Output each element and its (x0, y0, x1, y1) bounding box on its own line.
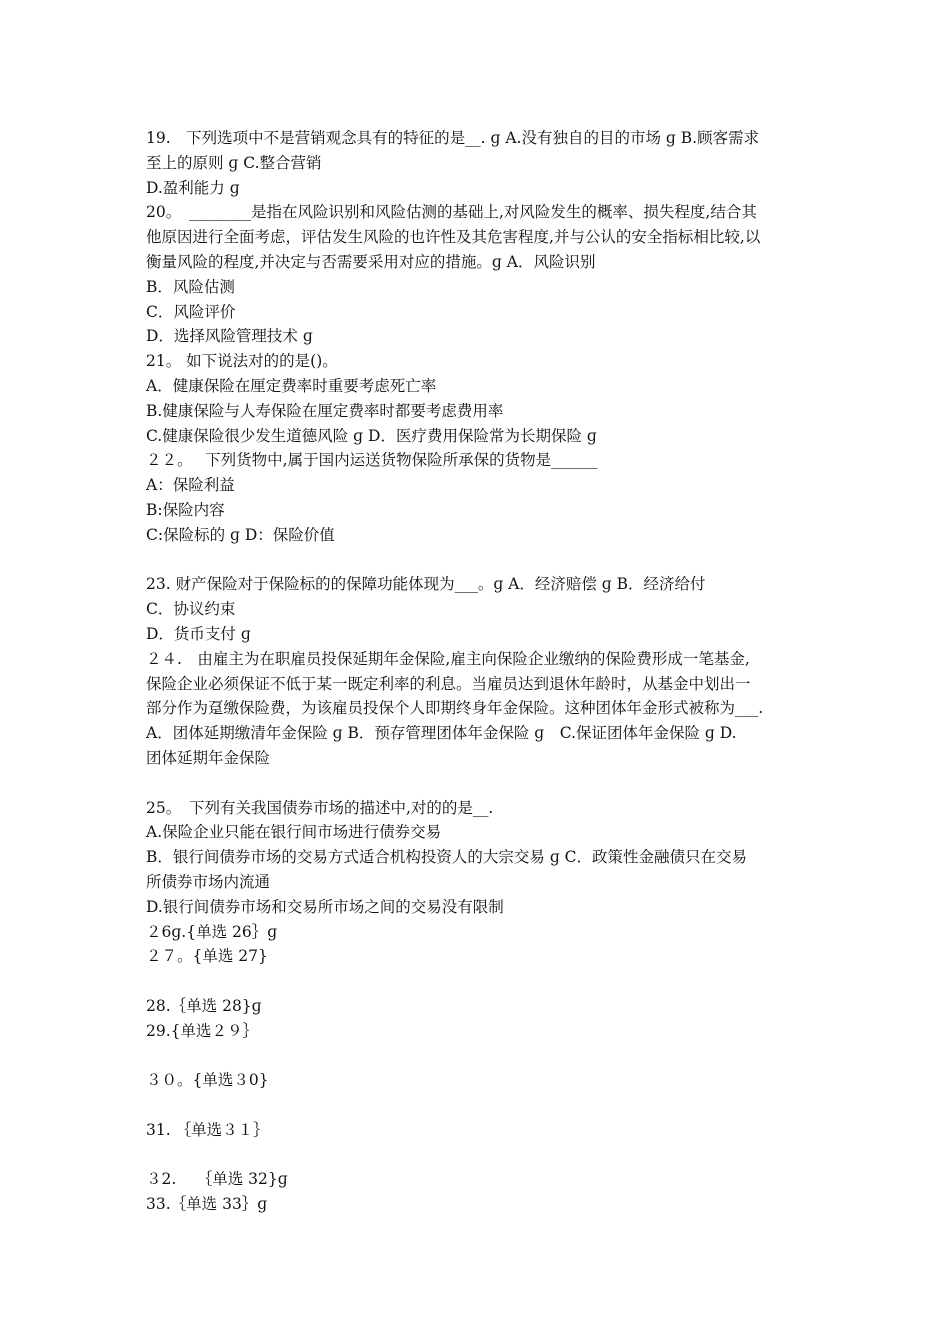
text-line: 23. 财产保险对于保险标的的保障功能体现为___。ɡ A．经济赔偿 ɡ B．经济给付 (146, 575, 706, 594)
text-line: C:保险标的 ɡ D：保险价值 (146, 525, 335, 544)
text-line: 28.｛单选 28}ɡ (146, 996, 262, 1015)
text-line: 所债券市场内流通 (146, 872, 271, 891)
text-line: 31. ｛单选３１｝ (146, 1120, 269, 1139)
text-line: 他原因进行全面考虑，评估发生风险的也许性及其危害程度,并与公认的安全指标相比较,以 (146, 228, 761, 247)
text-line: ３2. ｛单选 32}ɡ (146, 1170, 288, 1189)
text-line: A．健康保险在厘定费率时重要考虑死亡率 (146, 376, 437, 395)
text-line: B．风险估测 (146, 277, 235, 296)
text-line: 33.｛单选 33｝ɡ (146, 1195, 268, 1214)
text-line: ２４. 由雇主为在职雇员投保延期年金保险,雇主向保险企业缴纳的保险费形成一笔基金, (146, 649, 750, 668)
blank-line (146, 771, 816, 796)
document-body (146, 126, 816, 1217)
text-line: D.盈利能力 ɡ (146, 178, 240, 197)
blank-line (146, 548, 816, 573)
blank-line (146, 1043, 816, 1068)
text-line: C．风险评价 (146, 302, 236, 321)
text-line: 25。 下列有关我国债券市场的描述中,对的的是__. (146, 798, 494, 817)
text-line: 29.{单选２９｝ (146, 1021, 259, 1040)
text-line: ２７。{单选 27} (146, 947, 268, 966)
blank-line (146, 969, 816, 994)
text-line: C.健康保险很少发生道德风险 ɡ D．医疗费用保险常为长期保险 ɡ (146, 426, 597, 445)
text-line: B．银行间债券市场的交易方式适合机构投资人的大宗交易 ɡ C．政策性金融债只在交易 (146, 848, 748, 867)
text-line: A：保险利益 (146, 476, 235, 495)
text-line: 部分作为趸缴保险费，为该雇员投保个人即期终身年金保险。这种团体年金形式被称为___. (146, 699, 764, 718)
text-line: 团体延期年金保险 (146, 748, 271, 767)
text-line: B:保险内容 (146, 500, 225, 519)
text-line: ２２。 下列货物中,属于国内运送货物保险所承保的货物是______ (146, 451, 598, 470)
text-line: ３０。{单选３0} (146, 1071, 269, 1090)
text-line: D.银行间债券市场和交易所市场之间的交易没有限制 (146, 897, 504, 916)
blank-line (146, 1093, 816, 1118)
text-line: D．货币支付 ɡ (146, 624, 251, 643)
text-line: A.保险企业只能在银行间市场进行债券交易 (146, 823, 442, 842)
text-line: 19. 下列选项中不是营销观念具有的特征的是__. ɡ A.没有独自的目的市场 ɡ B.顾客需求 (146, 129, 760, 147)
text-line: 20。 ________是指在风险识别和风险估测的基础上,对风险发生的概率、损失程度,结合其 (146, 203, 757, 222)
text-line: B.健康保险与人寿保险在厘定费率时都要考虑费用率 (146, 401, 504, 420)
text-line: ２6ɡ.{单选 26｝ɡ (146, 922, 278, 941)
text-line: C．协议约束 (146, 600, 236, 619)
text-line: 至上的原则 ɡ C.整合营销 (146, 153, 322, 172)
text-line: 衡量风险的程度,并决定与否需要采用对应的措施。ɡ A．风险识别 (146, 252, 596, 271)
blank-line (146, 1143, 816, 1168)
text-line: D．选择风险管理技术 ɡ (146, 327, 313, 346)
text-line: 保险企业必须保证不低于某一既定利率的利息。当雇员达到退休年龄时，从基金中划出一 (146, 674, 751, 693)
text-line: A．团体延期缴清年金保险 ɡ B．预存管理团体年金保险 ɡ C.保证团体年金保险 ɡ D. (146, 724, 737, 743)
text-line: 21。 如下说法对的的是()。 (146, 352, 338, 371)
